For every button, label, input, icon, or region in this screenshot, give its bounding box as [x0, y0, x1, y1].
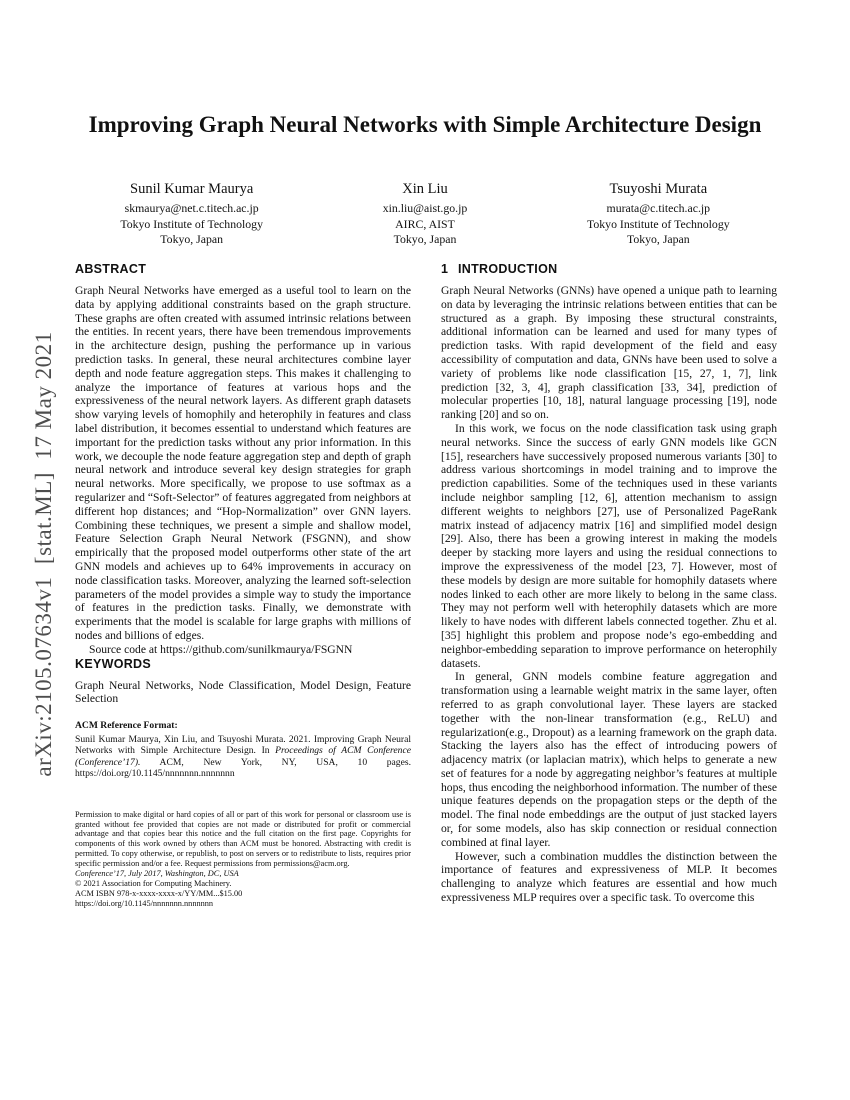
acm-reference-block: [75, 720, 411, 780]
author-card: [75, 181, 308, 248]
author-location: Tokyo, Japan: [160, 232, 224, 246]
intro-paragraph-1: Graph Neural Networks (GNNs) have opened a unique path to learning on data by leveraging the intrinsic relations between entities that can be structured as a graph. By imposing these structural constraints, additional information can be learned and used for many types of prediction tasks. With rapid development of the field and easy accessibility of computation and data, GNNs have been used to solve a variety of problems like node classification [15, 27, 1, 7], link prediction [32, 3, 4], graph classification [33, 34], prediction of molecular properties [10, 18], natural language processing [19], node ranking [20] and so on.: [441, 284, 777, 422]
permission-text: Permission to make digital or hard copies of all or part of this work for personal or classroom use is granted without fee provided that copies are not made or distributed for profit or commercial advantage and that copies bear this notice and the full citation on the first page. Copyrights for components of this work owned by others than ACM must be honored. Abstracting with credit is permitted. To copy otherwise, or republish, to post on servers or to redistribute to lists, requires prior specific permission and/or a fee. Request permissions from permissions@acm.org.: [75, 809, 411, 869]
author-email: murata@c.titech.ac.jp: [606, 201, 711, 215]
footnote-isbn: ACM ISBN 978-x-xxxx-xxxx-x/YY/MM...$15.00: [75, 888, 243, 898]
author-email: skmaurya@net.c.titech.ac.jp: [124, 201, 259, 215]
author-name: Tsuyoshi Murata: [609, 181, 708, 197]
arxiv-watermark: arXiv:2105.07634v1 [stat.ML] 17 May 2021: [31, 331, 56, 777]
source-code-link[interactable]: https://github.com/sunilkmaurya/FSGNN: [160, 642, 353, 656]
body-columns: [75, 262, 777, 909]
footnote-block: [75, 810, 411, 909]
author-affiliation: Tokyo Institute of Technology: [120, 216, 263, 231]
source-code-prefix: Source code at: [89, 642, 161, 656]
author-affiliation: AIRC, AIST: [395, 216, 455, 231]
introduction-heading: [441, 262, 777, 277]
author-card: [542, 181, 775, 248]
acm-ref-publisher: ACM, New York, NY, USA, 10 pages.: [140, 756, 411, 768]
keywords-text: Graph Neural Networks, Node Classification, Model Design, Feature Selection: [75, 678, 411, 706]
author-location: Tokyo, Japan: [626, 232, 690, 246]
authors-block: [75, 181, 775, 248]
author-location: Tokyo, Japan: [393, 232, 457, 246]
acm-reference-heading: ACM Reference Format:: [75, 720, 178, 732]
footnote-venue: Conference’17, July 2017, Washington, DC, USA: [75, 869, 239, 879]
left-column: [75, 262, 411, 909]
footnote-doi-link[interactable]: https://doi.org/10.1145/nnnnnnn.nnnnnnn: [75, 898, 214, 908]
footnote-copyright: © 2021 Association for Computing Machinery.: [75, 878, 232, 888]
author-name: Xin Liu: [402, 181, 448, 197]
paper-title: Improving Graph Neural Networks with Simple Architecture Design: [88, 112, 762, 137]
keywords-heading: KEYWORDS: [75, 656, 152, 671]
author-email: xin.liu@aist.go.jp: [382, 201, 468, 215]
intro-paragraph-4: However, such a combination muddles the distinction between the importance of features and expressiveness of MLP. It becomes challenging to analyze which features are essential and how much expressiveness MLP requires over a specific task. To overcome this: [441, 849, 777, 905]
acm-ref-authors: Sunil Kumar Maurya, Xin Liu, and Tsuyoshi Murata. 2021. Improving Graph Neural Networks with Simple Architecture Design. In: [75, 733, 411, 757]
right-column: [441, 262, 777, 905]
abstract-text: Graph Neural Networks have emerged as a useful tool to learn on the data by applying additional constraints based on the graph structure. These graphs are often created with assumed intrinsic relations between the entities. In recent years, there have been tremendous improvements in the architecture design, pushing the performance up in various prediction tasks. In general, these neural architectures combine layer depth and node feature aggregation steps. This makes it challenging to analyze the importance of features at various hops and the expressiveness of the neural network layers. As different graph datasets show varying levels of homophily and heterophily in features and class label distribution, it becomes essential to understand which features are important for the prediction tasks without any prior information. In this work, we decouple the node feature aggregation step and depth of graph neural network and introduce several key design strategies for graph neural networks. More specifically, we propose to use softmax as a regularizer and “Soft-Selector” of features aggregated from neighbors at different hop distances; and “Hop-Normalization” over GNN layers. Combining these techniques, we present a simple and shallow model, Feature Selection Graph Neural Network (FSGNN), and show empirically that the proposed model outperforms other state of the art GNN models and achieves up to 64% improvements in accuracy on node classification tasks. Moreover, analyzing the learned soft-selection parameters of the model provides a simple way to study the importance of features in the prediction tasks. Finally, we demonstrate with experiments that the model is scalable for large graphs with millions of nodes and billions of edges.: [75, 284, 411, 642]
abstract-heading: ABSTRACT: [75, 262, 147, 276]
introduction-heading-text: INTRODUCTION: [458, 262, 558, 276]
intro-paragraph-3: In general, GNN models combine feature aggregation and transformation using a learnable weight matrix in the same layer, often referred to as graph convolutional layer. These layers are stacked together with the non-linear transformation (e.g., ReLU) and regularization(e.g., Dropout) as a learning framework on the graph data. Stacking the layers also has the effect of introducing powers of adjacency matrix (or laplacian matrix), which helps to generate a new set of features for a node by aggregating neighbor’s features at multiple hops, thus encoding the neighborhood information. The number of these unique features depends on the propagation steps or the depth of the model. The final node embeddings are the output of just stacked layers or, for some models, also has skip connection or residual connection combined at final layer.: [441, 670, 777, 849]
acm-reference-text: [75, 734, 411, 780]
author-name: Sunil Kumar Maurya: [130, 181, 254, 197]
intro-paragraph-2: In this work, we focus on the node classification task using graph neural networks. Since the success of early GNN models like GCN [15], researchers have successively proposed numerous variants [30] to address various shortcomings in model training and to improve the prediction capabilities. Some of the techniques used in these variants include neighbor sampling [12, 6], attention mechanism to assign different weights to neighbors [27], use of Personalized PageRank matrix instead of adjacency matrix [16] and simplified model design [29]. Also, there has been a growing interest in making the models deeper by stacking more layers and using the residual connections to improve the expressiveness of the model [23, 7]. However, most of these models by design are more suitable for homophily datasets where nodes linked to each other are more likely to belong in the same class. They may not perform well with heterophily datasets which are more likely to have nodes with different labels connected together. Zhu et al. [35] highlight this problem and propose node’s ego-embedding and neighbor-embedding separation to improve performance on heterophily datasets.: [441, 421, 777, 670]
author-affiliation: Tokyo Institute of Technology: [587, 216, 730, 231]
acm-ref-doi-link[interactable]: https://doi.org/10.1145/nnnnnnn.nnnnnnn: [75, 768, 235, 780]
acm-ref-venue: Proceedings of ACM Conference (Conference’17).: [75, 745, 411, 768]
source-code-line: [75, 643, 411, 657]
section-number: 1: [441, 262, 449, 276]
author-card: [308, 181, 541, 248]
